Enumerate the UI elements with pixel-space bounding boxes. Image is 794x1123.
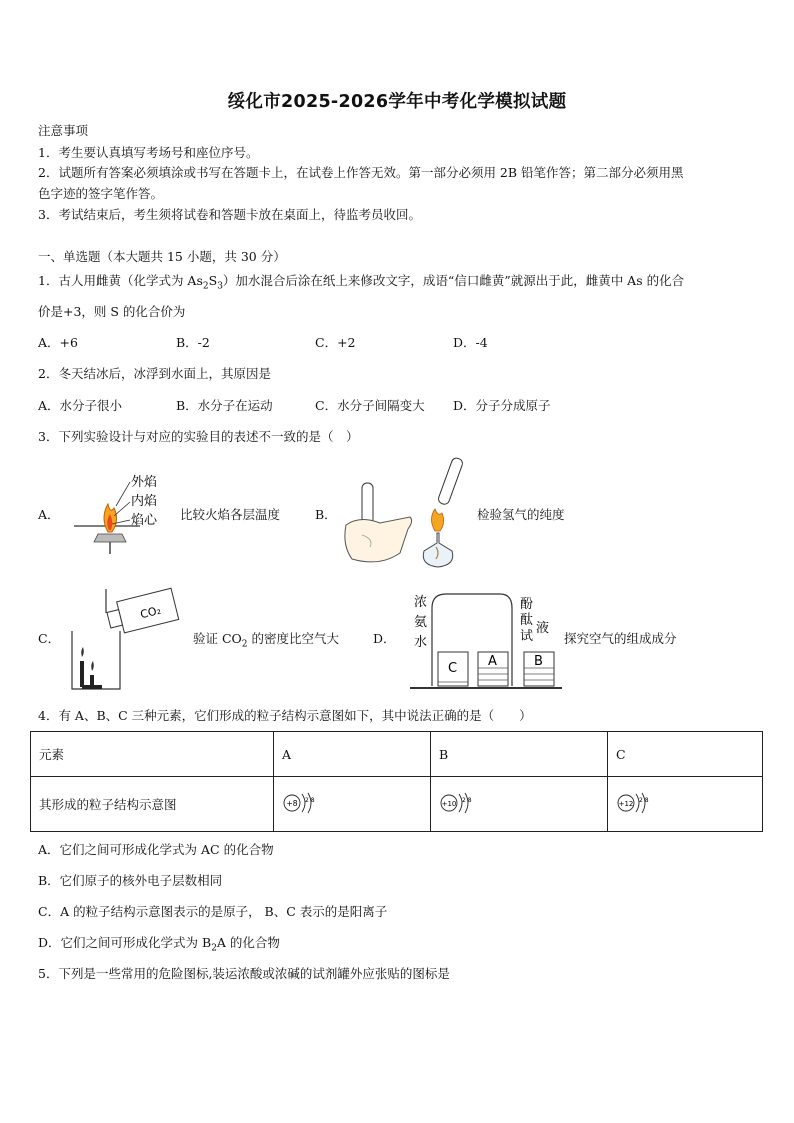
section-heading: 一、单选题（本大题共 15 小题，共 30 分） [38,249,286,264]
svg-text:液: 液 [536,621,550,636]
q2-option-c: C．水分子间隔变大 [315,398,425,413]
q3-d-letter: D． [373,631,396,646]
svg-text:2 8: 2 8 [462,796,472,804]
inner-flame-label: 内焰 [131,494,158,509]
particle-diagram-b [431,777,608,832]
q1-line2: 价是+3，则 S 的化合价为 [38,304,186,319]
svg-text:水: 水 [414,635,428,650]
svg-text:2 8: 2 8 [305,796,315,804]
q4-option-a: A．它们之间可形成化学式为 AC 的化合物 [38,842,274,857]
q3-a-desc: 比较火焰各层温度 [180,507,281,522]
q2-option-b: B．水分子在运动 [176,398,273,413]
notice-item-2: 2．试题所有答案必须填涂或书写在答题卡上，在试卷上作答无效。第一部分必须用 2B 铅笔作答；第二部分必须用黑 [38,165,684,180]
table-row-label: 其形成的粒子结构示意图 [31,777,274,832]
q2-option-a: A．水分子很小 [38,398,123,413]
notice-item-1: 1．考生要认真填写考场号和座位序号。 [38,145,259,160]
particle-diagram-c [608,777,763,832]
q3-stem: 3．下列实验设计与对应的实验目的表述不一致的是（ ） [38,429,359,444]
ammonia-diffusion-diagram [408,588,566,692]
q1-line1: 1．古人用雌黄（化学式为 $As_2S_3$）加水混合后涂在纸上来修改文字，成语“信口雌黄”就源出于此，雌黄中 As 的化合 [38,273,685,292]
table-header-c: C [608,732,763,777]
page-title: 绥化市2025-2026学年中考化学模拟试题 [227,92,567,112]
q3-b-desc: 检验氢气的纯度 [477,507,565,522]
q1-option-d: D．-4 [453,335,488,350]
beaker-c-label: C [448,661,458,676]
svg-text:氨: 氨 [414,615,428,630]
svg-text:酚: 酚 [520,597,534,612]
q5-stem: 5．下列是一些常用的危险图标,装运浓酸或浓碱的试剂罐外应张贴的图标是 [38,966,450,981]
svg-text:+8: +8 [286,798,298,808]
hydrogen-test-diagram [340,455,470,573]
svg-text:+10: +10 [441,799,457,808]
svg-text:+12: +12 [618,799,634,808]
svg-text:浓: 浓 [414,595,428,610]
notice-item-3: 3．考试结束后，考生须将试卷和答题卡放在桌面上，待监考员收回。 [38,207,421,222]
q3-a-letter: A． [38,507,60,522]
q4-option-d: D．它们之间可形成化学式为 $B_2A$ 的化合物 [38,935,280,954]
q4-option-c: C．A 的粒子结构示意图表示的是原子， B、C 表示的是阳离子 [38,904,388,919]
q3-c-letter: C． [38,631,61,646]
particle-diagram-a [274,777,431,832]
notice-item-2-cont: 色字迹的签字笔作答。 [38,186,164,201]
co2-pour-diagram [68,583,180,693]
flame-core-label: 焰心 [131,513,158,528]
q4-stem: 4．有 A、B、C 三种元素，它们形成的粒子结构示意图如下，其中说法正确的是（ ） [38,708,532,723]
svg-text:酞: 酞 [520,613,534,628]
q1-option-b: B．-2 [176,335,210,350]
q2-stem: 2．冬天结冰后，冰浮到水面上，其原因是 [38,366,271,381]
table-header-element: 元素 [31,732,274,777]
beaker-a-label: A [488,654,497,669]
q1-option-a: A．+6 [38,335,78,350]
q3-c-desc: 验证 $CO_2$ 的密度比空气大 [193,631,340,650]
q2-option-d: D．分子分成原子 [453,398,551,413]
flame-diagram [70,470,170,558]
outer-flame-label: 外焰 [131,475,158,490]
svg-text:2 8: 2 8 [639,796,649,804]
co2-bottle-label: CO₂ [138,603,163,622]
q3-d-desc: 探究空气的组成成分 [564,631,677,646]
q4-option-b: B．它们原子的核外电子层数相同 [38,873,223,888]
table-header-a: A [274,732,431,777]
table-header-b: B [431,732,608,777]
element-table [30,731,763,832]
q1-option-c: C．+2 [315,335,356,350]
q3-b-letter: B． [315,507,337,522]
notice-heading: 注意事项 [38,123,89,138]
beaker-b-label: B [534,654,543,669]
svg-text:试: 试 [520,629,534,644]
